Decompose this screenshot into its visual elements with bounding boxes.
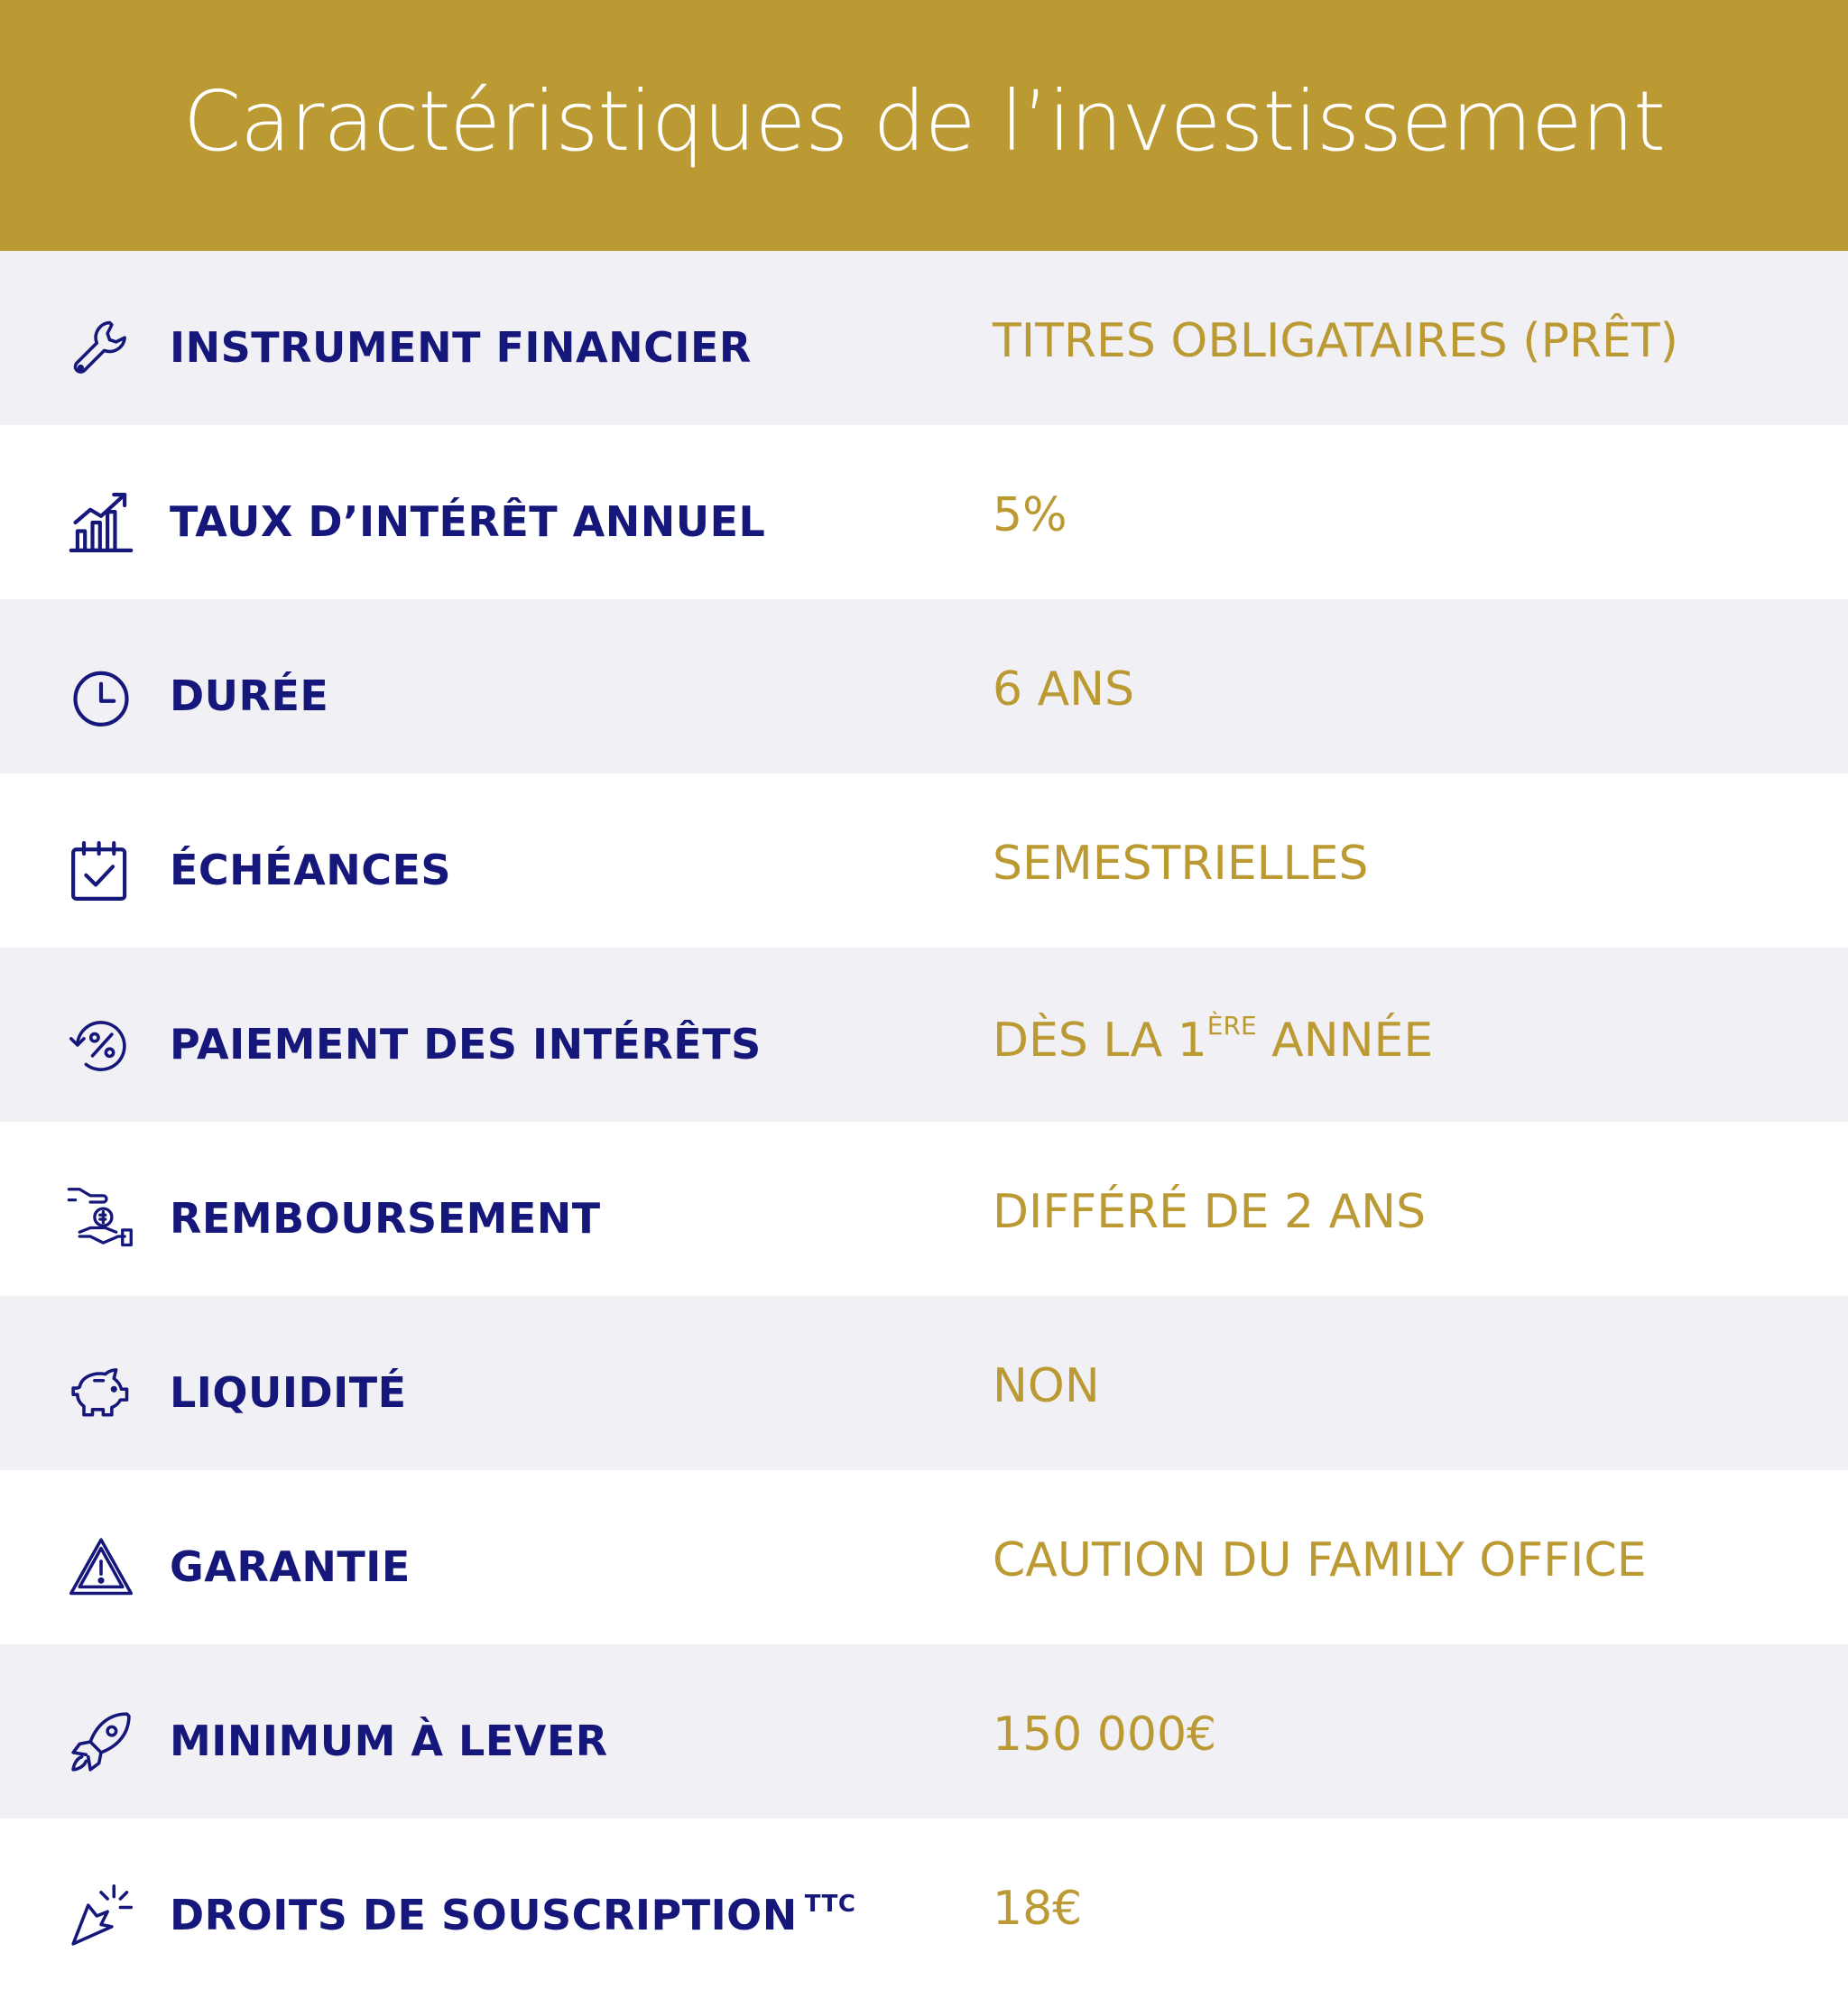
- label-superscript: TTC: [804, 1891, 856, 1918]
- clock-icon: [67, 662, 135, 731]
- table-row: [0, 1819, 1848, 1993]
- row-value: TITRES OBLIGATAIRES (PRÊT): [993, 314, 1678, 368]
- row-value: 5%: [993, 488, 1067, 542]
- table-row: [0, 773, 1848, 948]
- row-value: 18€: [993, 1882, 1083, 1936]
- row-label: REMBOURSEMENT: [170, 1194, 601, 1243]
- percent-cycle-icon: [67, 1011, 135, 1079]
- growth-chart-icon: [67, 488, 135, 557]
- table-row: [0, 1122, 1848, 1296]
- row-value: NON: [993, 1359, 1100, 1413]
- table-row: [0, 1644, 1848, 1819]
- page-title: Caractéristiques de l’investissement: [182, 72, 1666, 170]
- row-label: ÉCHÉANCES: [170, 846, 452, 894]
- value-text: DÈS LA 1: [993, 1013, 1207, 1068]
- table-row: [0, 1296, 1848, 1470]
- row-value: 6 ANS: [993, 662, 1135, 717]
- row-value: CAUTION DU FAMILY OFFICE: [993, 1533, 1647, 1587]
- hand-money-icon: [67, 1185, 135, 1254]
- row-label: LIQUIDITÉ: [170, 1368, 407, 1417]
- row-label: MINIMUM À LEVER: [170, 1717, 608, 1765]
- row-label: [170, 1891, 855, 1939]
- calendar-check-icon: [67, 837, 135, 905]
- row-value: SEMESTRIELLES: [993, 837, 1369, 891]
- table-row: [0, 425, 1848, 599]
- row-value: [993, 1011, 1433, 1068]
- row-value: DIFFÉRÉ DE 2 ANS: [993, 1185, 1427, 1239]
- table-row: [0, 599, 1848, 773]
- value-superscript: ÈRE: [1206, 1011, 1257, 1041]
- piggy-bank-icon: [67, 1359, 135, 1428]
- characteristics-table: [0, 251, 1848, 1993]
- warning-icon: [67, 1533, 135, 1602]
- table-row: [0, 1470, 1848, 1644]
- header-banner: [0, 0, 1848, 251]
- value-text: ANNÉE: [1256, 1013, 1434, 1068]
- row-value: 150 000€: [993, 1707, 1217, 1762]
- table-row: [0, 948, 1848, 1122]
- wrench-icon: [67, 314, 135, 383]
- row-label: TAUX D’INTÉRÊT ANNUEL: [170, 497, 766, 546]
- table-row: [0, 251, 1848, 425]
- row-label: DURÉE: [170, 671, 329, 720]
- cursor-click-icon: [67, 1882, 135, 1950]
- row-label: GARANTIE: [170, 1542, 411, 1591]
- row-label: PAIEMENT DES INTÉRÊTS: [170, 1020, 762, 1069]
- row-label: INSTRUMENT FINANCIER: [170, 323, 752, 372]
- label-text: DROITS DE SOUSCRIPTION: [170, 1891, 798, 1939]
- rocket-icon: [67, 1707, 135, 1776]
